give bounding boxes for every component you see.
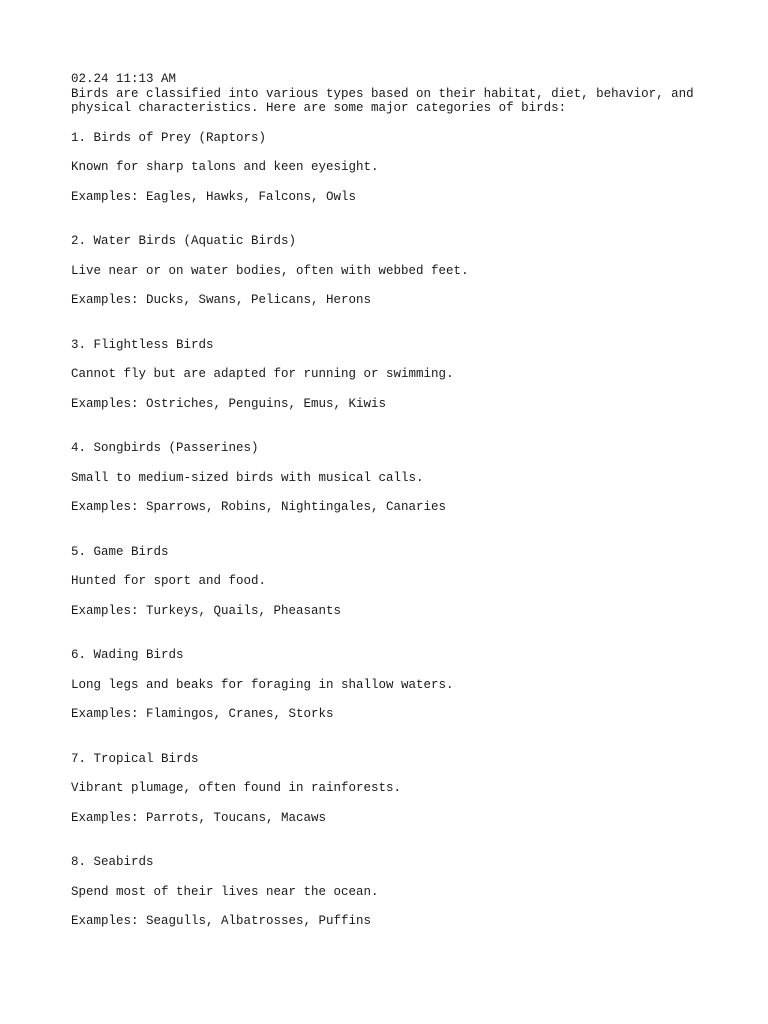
section-description: Small to medium-sized birds with musical calls. xyxy=(71,470,424,485)
section-description: Cannot fly but are adapted for running or swimming. xyxy=(71,367,454,381)
section-wading-birds xyxy=(71,648,731,722)
timestamp: 02.24 11:13 AM xyxy=(71,72,177,86)
section-title: 8. Seabirds xyxy=(71,855,154,869)
intro-line-1: Birds are classified into various types based on their habitat, diet, behavior, and xyxy=(71,86,694,101)
section-birds-of-prey xyxy=(71,131,731,205)
section-examples: Examples: Flamingos, Cranes, Storks xyxy=(71,707,334,721)
section-title: 3. Flightless Birds xyxy=(71,337,214,352)
section-title: 7. Tropical Birds xyxy=(71,751,199,766)
section-description: Vibrant plumage, often found in rainforests. xyxy=(71,781,402,795)
section-examples: Examples: Sparrows, Robins, Nightingales, Canaries xyxy=(71,500,447,514)
section-title: 2. Water Birds (Aquatic Birds) xyxy=(71,234,297,248)
section-description: Live near or on water bodies, often with webbed feet. xyxy=(71,263,469,278)
section-examples: Examples: Turkeys, Quails, Pheasants xyxy=(71,603,342,618)
section-description: Long legs and beaks for foraging in shallow waters. xyxy=(71,677,454,692)
section-flightless-birds xyxy=(71,338,731,412)
section-seabirds xyxy=(71,855,731,929)
intro-line-2: physical characteristics. Here are some major categories of birds: xyxy=(71,101,567,115)
document-body xyxy=(71,72,731,929)
section-description: Spend most of their lives near the ocean. xyxy=(71,884,379,899)
section-examples: Examples: Seagulls, Albatrosses, Puffins xyxy=(71,914,372,928)
section-title: 4. Songbirds (Passerines) xyxy=(71,441,259,455)
section-description: Known for sharp talons and keen eyesight. xyxy=(71,160,379,174)
section-songbirds xyxy=(71,441,731,515)
section-examples: Examples: Ostriches, Penguins, Emus, Kiwis xyxy=(71,396,387,411)
section-description: Hunted for sport and food. xyxy=(71,574,267,588)
section-title: 5. Game Birds xyxy=(71,544,169,559)
section-water-birds xyxy=(71,234,731,308)
section-title: 6. Wading Birds xyxy=(71,648,184,662)
section-title: 1. Birds of Prey (Raptors) xyxy=(71,130,267,145)
section-examples: Examples: Ducks, Swans, Pelicans, Herons xyxy=(71,293,372,307)
section-tropical-birds xyxy=(71,752,731,826)
section-game-birds xyxy=(71,545,731,619)
section-examples: Examples: Parrots, Toucans, Macaws xyxy=(71,810,327,825)
section-examples: Examples: Eagles, Hawks, Falcons, Owls xyxy=(71,189,357,204)
